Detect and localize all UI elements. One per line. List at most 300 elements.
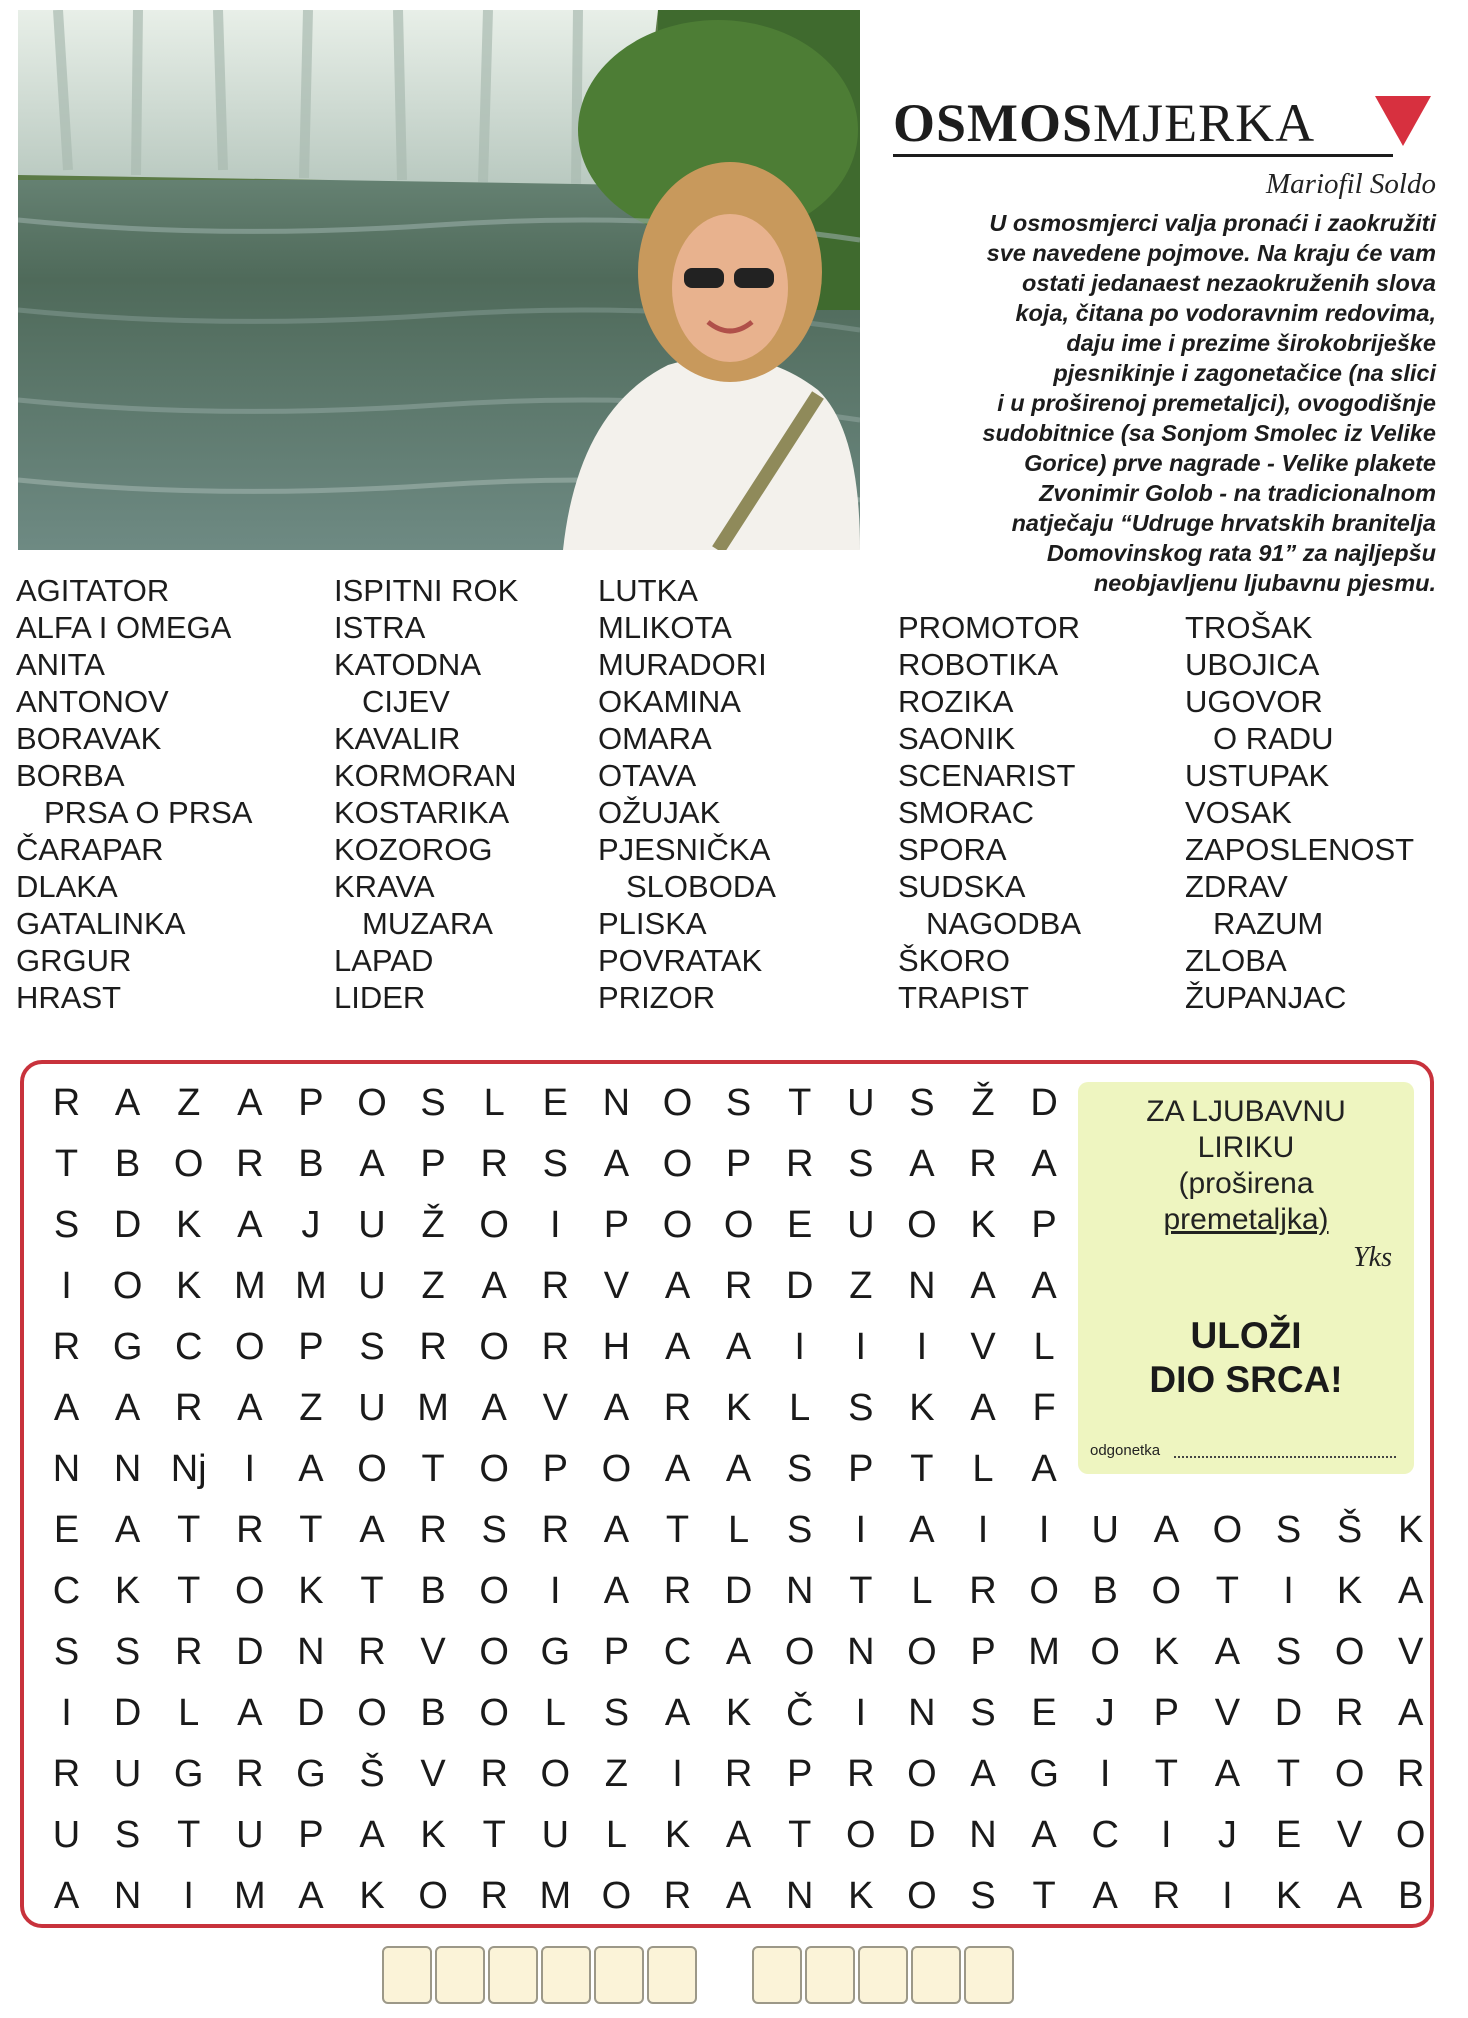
grid-letter[interactable]: E bbox=[542, 1082, 568, 1124]
grid-letter[interactable]: Č bbox=[785, 1692, 814, 1734]
grid-letter[interactable]: R bbox=[236, 1753, 264, 1795]
grid-letter[interactable]: K bbox=[725, 1692, 752, 1734]
grid-letter[interactable]: P bbox=[298, 1326, 324, 1368]
grid-letter[interactable]: V bbox=[1336, 1814, 1363, 1856]
grid-letter[interactable]: R bbox=[1335, 1692, 1364, 1734]
grid-letter[interactable]: D bbox=[236, 1631, 264, 1673]
grid-letter[interactable]: U bbox=[236, 1814, 264, 1856]
grid-letter[interactable]: M bbox=[1028, 1631, 1060, 1673]
grid-letter[interactable]: A bbox=[298, 1875, 324, 1917]
grid-letter[interactable]: C bbox=[52, 1570, 81, 1612]
title-bold: OSMOS bbox=[893, 93, 1094, 153]
grid-letter[interactable]: D bbox=[297, 1692, 325, 1734]
grid-letter[interactable]: Š bbox=[359, 1753, 385, 1795]
grid-letter[interactable]: J bbox=[1217, 1814, 1237, 1856]
grid-letter[interactable]: A bbox=[237, 1204, 263, 1246]
grid-letter[interactable]: A bbox=[298, 1448, 324, 1490]
grid-letter[interactable]: O bbox=[662, 1082, 693, 1124]
grid-letter[interactable]: I bbox=[1038, 1509, 1050, 1551]
grid-letter[interactable]: P bbox=[542, 1448, 568, 1490]
grid-letter[interactable]: L bbox=[789, 1387, 811, 1429]
grid-letter[interactable]: T bbox=[1276, 1753, 1301, 1795]
grid-letter[interactable]: R bbox=[663, 1387, 692, 1429]
grid-letter[interactable]: S bbox=[725, 1082, 752, 1124]
grid-letter[interactable]: H bbox=[602, 1326, 631, 1368]
grid-letter[interactable]: S bbox=[1275, 1509, 1302, 1551]
grid-letter[interactable]: S bbox=[114, 1814, 141, 1856]
grid-letter[interactable]: V bbox=[970, 1326, 996, 1368]
grid-letter[interactable]: M bbox=[295, 1265, 327, 1307]
grid-letter[interactable]: O bbox=[235, 1326, 265, 1368]
grid-letter[interactable]: O bbox=[1151, 1570, 1182, 1612]
grid-letter[interactable]: O bbox=[540, 1753, 571, 1795]
grid-letter[interactable]: L bbox=[483, 1082, 505, 1124]
grid-letter[interactable]: K bbox=[176, 1265, 202, 1307]
grid-letter[interactable]: O bbox=[357, 1082, 387, 1124]
grid-letter[interactable]: P bbox=[848, 1448, 874, 1490]
grid-letter[interactable]: O bbox=[418, 1875, 448, 1917]
grid-letter[interactable]: R bbox=[541, 1509, 570, 1551]
grid-letter[interactable]: R bbox=[52, 1326, 81, 1368]
grid-letter[interactable]: R bbox=[174, 1387, 203, 1429]
grid-letter[interactable]: D bbox=[113, 1204, 142, 1246]
grid-letter[interactable]: P bbox=[787, 1753, 813, 1795]
grid-letter[interactable]: C bbox=[174, 1326, 203, 1368]
grid-letter[interactable]: Ž bbox=[421, 1204, 445, 1246]
grid-letter[interactable]: A bbox=[114, 1082, 141, 1124]
solution-letter-box[interactable] bbox=[858, 1946, 908, 2004]
grid-letter[interactable]: L bbox=[544, 1692, 566, 1734]
grid-letter[interactable]: N bbox=[969, 1814, 997, 1856]
grid-letter[interactable]: S bbox=[848, 1143, 874, 1185]
grid-letter[interactable]: M bbox=[233, 1265, 266, 1307]
grid-letter[interactable]: A bbox=[53, 1875, 80, 1917]
grid-letter[interactable]: A bbox=[237, 1387, 263, 1429]
grid-letter[interactable]: A bbox=[664, 1448, 691, 1490]
grid-letter[interactable]: U bbox=[358, 1387, 386, 1429]
grid-letter[interactable]: B bbox=[1398, 1875, 1424, 1917]
grid-letter[interactable]: A bbox=[909, 1509, 935, 1551]
grid-letter[interactable]: D bbox=[1030, 1082, 1058, 1124]
grid-letter[interactable]: O bbox=[479, 1570, 509, 1612]
grid-letter[interactable]: R bbox=[174, 1631, 203, 1673]
grid-letter[interactable]: K bbox=[298, 1570, 324, 1612]
grid-letter[interactable]: I bbox=[550, 1204, 561, 1246]
grid-letter[interactable]: A bbox=[481, 1387, 507, 1429]
grid-letter[interactable]: D bbox=[908, 1814, 936, 1856]
grid-letter[interactable]: R bbox=[969, 1143, 997, 1185]
grid-letter[interactable]: A bbox=[970, 1387, 996, 1429]
grid-letter[interactable]: I bbox=[1161, 1814, 1172, 1856]
grid-letter[interactable]: K bbox=[1275, 1875, 1302, 1917]
grid-letter[interactable]: R bbox=[358, 1631, 386, 1673]
grid-letter[interactable]: R bbox=[52, 1082, 81, 1124]
grid-letter[interactable]: O bbox=[1395, 1814, 1426, 1856]
grid-letter[interactable]: S bbox=[787, 1448, 813, 1490]
intro-line: i u proširenoj premetaljci), ovogodišnje bbox=[997, 390, 1436, 416]
grid-letter[interactable]: K bbox=[1153, 1631, 1179, 1673]
grid-letter[interactable]: V bbox=[542, 1387, 568, 1429]
grid-letter[interactable]: B bbox=[420, 1692, 446, 1734]
grid-letter[interactable]: A bbox=[359, 1143, 385, 1185]
grid-letter[interactable]: P bbox=[603, 1204, 630, 1246]
grid-letter[interactable]: N bbox=[785, 1875, 814, 1917]
grid-letter[interactable]: T bbox=[1215, 1570, 1239, 1612]
grid-letter[interactable]: S bbox=[481, 1509, 507, 1551]
grid-letter[interactable]: Š bbox=[1336, 1509, 1363, 1551]
grid-letter[interactable]: I bbox=[1283, 1570, 1294, 1612]
grid-letter[interactable]: I bbox=[61, 1265, 72, 1307]
grid-letter[interactable]: T bbox=[299, 1509, 323, 1551]
grid-letter[interactable]: O bbox=[112, 1265, 143, 1307]
grid-letter[interactable]: I bbox=[794, 1326, 805, 1368]
grid-letter[interactable]: A bbox=[481, 1265, 507, 1307]
grid-letter[interactable]: O bbox=[601, 1875, 632, 1917]
grid-letter[interactable]: A bbox=[1031, 1448, 1057, 1490]
grid-letter[interactable]: L bbox=[605, 1814, 627, 1856]
grid-letter[interactable]: O bbox=[173, 1143, 204, 1185]
grid-letter[interactable]: R bbox=[419, 1509, 447, 1551]
grid-letter[interactable]: A bbox=[603, 1570, 630, 1612]
grid-letter[interactable]: A bbox=[664, 1326, 691, 1368]
grid-letter[interactable]: L bbox=[972, 1448, 994, 1490]
grid-letter[interactable]: A bbox=[1031, 1265, 1057, 1307]
grid-letter[interactable]: P bbox=[298, 1082, 324, 1124]
grid-letter[interactable]: R bbox=[724, 1265, 753, 1307]
grid-letter[interactable]: L bbox=[178, 1692, 200, 1734]
grid-letter[interactable]: T bbox=[360, 1570, 384, 1612]
grid-letter[interactable]: U bbox=[113, 1753, 142, 1795]
grid-letter[interactable]: O bbox=[907, 1204, 937, 1246]
grid-letter[interactable]: I bbox=[1099, 1753, 1111, 1795]
grid-letter[interactable]: R bbox=[969, 1570, 997, 1612]
grid-letter[interactable]: U bbox=[847, 1204, 875, 1246]
grid-letter[interactable]: A bbox=[237, 1692, 263, 1734]
grid-letter[interactable]: R bbox=[724, 1753, 753, 1795]
grid-letter[interactable]: A bbox=[603, 1509, 630, 1551]
grid-letter[interactable]: P bbox=[420, 1143, 446, 1185]
grid-letter[interactable]: A bbox=[725, 1814, 752, 1856]
grid-letter[interactable]: T bbox=[177, 1570, 201, 1612]
grid-letter[interactable]: R bbox=[663, 1570, 692, 1612]
solution-letter-box[interactable] bbox=[647, 1946, 697, 2004]
grid-letter[interactable]: K bbox=[848, 1875, 874, 1917]
grid-letter[interactable]: P bbox=[298, 1814, 324, 1856]
grid-letter[interactable]: T bbox=[177, 1814, 201, 1856]
grid-letter[interactable]: T bbox=[482, 1814, 506, 1856]
grid-letter[interactable]: M bbox=[233, 1875, 266, 1917]
grid-letter[interactable]: D bbox=[1274, 1692, 1303, 1734]
grid-letter[interactable]: B bbox=[114, 1143, 141, 1185]
grid-letter[interactable]: G bbox=[112, 1326, 143, 1368]
grid-letter[interactable]: O bbox=[723, 1204, 754, 1246]
grid-letter[interactable]: U bbox=[52, 1814, 81, 1856]
grid-letter[interactable]: I bbox=[244, 1448, 256, 1490]
grid-letter[interactable]: A bbox=[1214, 1753, 1241, 1795]
grid-letter[interactable]: O bbox=[479, 1448, 509, 1490]
grid-letter[interactable]: O bbox=[907, 1875, 937, 1917]
grid-letter[interactable]: R bbox=[541, 1326, 570, 1368]
solution-letter-box[interactable] bbox=[752, 1946, 802, 2004]
solution-letter-box[interactable] bbox=[382, 1946, 432, 2004]
grid-letter[interactable]: Ž bbox=[971, 1082, 995, 1124]
grid-letter[interactable]: K bbox=[1398, 1509, 1424, 1551]
grid-letter[interactable]: O bbox=[1334, 1631, 1365, 1673]
grid-letter[interactable]: N bbox=[908, 1692, 936, 1734]
grid-letter[interactable]: R bbox=[236, 1509, 264, 1551]
grid-letter[interactable]: I bbox=[672, 1753, 683, 1795]
grid-letter[interactable]: O bbox=[357, 1692, 387, 1734]
grid-letter[interactable]: S bbox=[970, 1875, 996, 1917]
grid-letter[interactable]: G bbox=[1029, 1753, 1059, 1795]
grid-letter[interactable]: K bbox=[176, 1204, 202, 1246]
grid-letter[interactable]: O bbox=[601, 1448, 632, 1490]
grid-letter[interactable]: A bbox=[725, 1631, 752, 1673]
grid-letter[interactable]: T bbox=[788, 1082, 812, 1124]
grid-letter[interactable]: G bbox=[540, 1631, 571, 1673]
grid-letter[interactable]: P bbox=[970, 1631, 996, 1673]
grid-letter[interactable]: O bbox=[662, 1204, 693, 1246]
grid-letter[interactable]: I bbox=[977, 1509, 989, 1551]
grid-letter[interactable]: S bbox=[359, 1326, 385, 1368]
grid-letter[interactable]: U bbox=[541, 1814, 570, 1856]
grid-letter[interactable]: D bbox=[785, 1265, 814, 1307]
grid-letter[interactable]: A bbox=[114, 1509, 141, 1551]
word-item: MUZARA bbox=[362, 906, 493, 941]
grid-letter[interactable]: B bbox=[420, 1570, 446, 1612]
grid-letter[interactable]: I bbox=[183, 1875, 194, 1917]
grid-letter[interactable]: Z bbox=[299, 1387, 323, 1429]
premetaljka-title-line: (proširena bbox=[1178, 1167, 1314, 1200]
grid-letter[interactable]: T bbox=[788, 1814, 812, 1856]
grid-letter[interactable]: S bbox=[1275, 1631, 1302, 1673]
grid-letter[interactable]: O bbox=[1090, 1631, 1120, 1673]
grid-letter[interactable]: Z bbox=[421, 1265, 445, 1307]
grid-letter[interactable]: S bbox=[53, 1631, 80, 1673]
grid-letter[interactable]: K bbox=[114, 1570, 141, 1612]
grid-letter[interactable]: O bbox=[907, 1753, 937, 1795]
grid-letter[interactable]: O bbox=[662, 1143, 693, 1185]
grid-letter[interactable]: U bbox=[847, 1082, 875, 1124]
grid-letter[interactable]: N bbox=[297, 1631, 325, 1673]
grid-letter[interactable]: S bbox=[53, 1204, 80, 1246]
grid-letter[interactable]: A bbox=[1398, 1692, 1424, 1734]
grid-letter[interactable]: L bbox=[728, 1509, 750, 1551]
grid-letter[interactable]: U bbox=[358, 1204, 386, 1246]
grid-letter[interactable]: O bbox=[479, 1204, 509, 1246]
solution-letter-box[interactable] bbox=[594, 1946, 644, 2004]
grid-letter[interactable]: T bbox=[849, 1570, 873, 1612]
grid-letter[interactable]: B bbox=[1092, 1570, 1118, 1612]
grid-letter[interactable]: K bbox=[664, 1814, 691, 1856]
grid-letter[interactable]: R bbox=[52, 1753, 81, 1795]
grid-letter[interactable]: B bbox=[298, 1143, 324, 1185]
grid-letter[interactable]: R bbox=[847, 1753, 875, 1795]
grid-letter[interactable]: P bbox=[725, 1143, 752, 1185]
grid-letter[interactable]: S bbox=[848, 1387, 874, 1429]
grid-letter[interactable]: Z bbox=[604, 1753, 628, 1795]
grid-letter[interactable]: A bbox=[53, 1387, 80, 1429]
grid-letter[interactable]: M bbox=[539, 1875, 572, 1917]
grid-letter[interactable]: A bbox=[1031, 1143, 1057, 1185]
grid-letter[interactable]: S bbox=[787, 1509, 813, 1551]
grid-letter[interactable]: G bbox=[296, 1753, 326, 1795]
grid-letter[interactable]: R bbox=[663, 1875, 692, 1917]
solution-letter-box[interactable] bbox=[435, 1946, 485, 2004]
grid-letter[interactable]: A bbox=[237, 1082, 263, 1124]
grid-letter[interactable]: T bbox=[1032, 1875, 1056, 1917]
solution-letter-box[interactable] bbox=[964, 1946, 1014, 2004]
grid-letter[interactable]: T bbox=[910, 1448, 934, 1490]
grid-letter[interactable]: A bbox=[114, 1387, 141, 1429]
grid-letter[interactable]: A bbox=[359, 1509, 385, 1551]
grid-letter[interactable]: R bbox=[480, 1143, 508, 1185]
grid-letter[interactable]: A bbox=[970, 1753, 996, 1795]
grid-letter[interactable]: E bbox=[53, 1509, 80, 1551]
grid-letter[interactable]: O bbox=[907, 1631, 937, 1673]
grid-letter[interactable]: P bbox=[1153, 1692, 1179, 1734]
grid-letter[interactable]: O bbox=[235, 1570, 265, 1612]
grid-letter[interactable]: R bbox=[480, 1875, 508, 1917]
grid-letter[interactable]: V bbox=[1214, 1692, 1241, 1734]
grid-letter[interactable]: A bbox=[909, 1143, 935, 1185]
grid-letter[interactable]: R bbox=[236, 1143, 264, 1185]
grid-letter[interactable]: A bbox=[1031, 1814, 1057, 1856]
grid-letter[interactable]: O bbox=[479, 1692, 509, 1734]
grid-letter[interactable]: V bbox=[420, 1631, 446, 1673]
grid-letter[interactable]: J bbox=[301, 1204, 321, 1246]
grid-letter[interactable]: A bbox=[1336, 1875, 1363, 1917]
grid-letter[interactable]: K bbox=[420, 1814, 446, 1856]
grid-letter[interactable]: S bbox=[542, 1143, 568, 1185]
grid-letter[interactable]: V bbox=[603, 1265, 630, 1307]
grid-letter[interactable]: I bbox=[61, 1692, 72, 1734]
grid-letter[interactable]: C bbox=[663, 1631, 692, 1673]
solution-letter-box[interactable] bbox=[805, 1946, 855, 2004]
grid-letter[interactable]: G bbox=[173, 1753, 204, 1795]
grid-letter[interactable]: A bbox=[664, 1265, 691, 1307]
word-item: ISPITNI ROK bbox=[334, 573, 519, 608]
word-item: HRAST bbox=[16, 980, 122, 1015]
grid-letter[interactable]: A bbox=[1092, 1875, 1118, 1917]
grid-letter[interactable]: I bbox=[855, 1326, 867, 1368]
grid-letter[interactable]: U bbox=[1091, 1509, 1119, 1551]
grid-letter[interactable]: D bbox=[113, 1692, 142, 1734]
solution-letter-box[interactable] bbox=[488, 1946, 538, 2004]
grid-letter[interactable]: O bbox=[1212, 1509, 1243, 1551]
grid-letter[interactable]: C bbox=[1091, 1814, 1119, 1856]
grid-letter[interactable]: I bbox=[855, 1692, 867, 1734]
grid-letter[interactable]: A bbox=[1153, 1509, 1179, 1551]
grid-letter[interactable]: K bbox=[725, 1387, 752, 1429]
grid-letter[interactable]: I bbox=[916, 1326, 928, 1368]
grid-letter[interactable]: N bbox=[602, 1082, 631, 1124]
solution-letter-box[interactable] bbox=[541, 1946, 591, 2004]
grid-letter[interactable]: K bbox=[359, 1875, 385, 1917]
grid-letter[interactable]: O bbox=[1334, 1753, 1365, 1795]
grid-letter[interactable]: N bbox=[785, 1570, 814, 1612]
grid-letter[interactable]: O bbox=[479, 1326, 509, 1368]
grid-letter[interactable]: A bbox=[725, 1326, 752, 1368]
grid-letter[interactable]: N bbox=[113, 1875, 142, 1917]
grid-letter[interactable]: O bbox=[357, 1448, 387, 1490]
grid-letter[interactable]: T bbox=[1154, 1753, 1178, 1795]
grid-letter[interactable]: I bbox=[1222, 1875, 1233, 1917]
grid-letter[interactable]: M bbox=[417, 1387, 449, 1429]
grid-letter[interactable]: S bbox=[909, 1082, 935, 1124]
grid-letter[interactable]: K bbox=[1336, 1570, 1363, 1612]
grid-letter[interactable]: A bbox=[1398, 1570, 1424, 1612]
grid-letter[interactable]: L bbox=[911, 1570, 933, 1612]
grid-letter[interactable]: A bbox=[1214, 1631, 1241, 1673]
grid-letter[interactable]: S bbox=[970, 1692, 996, 1734]
grid-letter[interactable]: T bbox=[54, 1143, 79, 1185]
grid-letter[interactable]: R bbox=[1396, 1753, 1425, 1795]
grid-letter[interactable]: N bbox=[847, 1631, 875, 1673]
grid-letter[interactable]: D bbox=[724, 1570, 753, 1612]
grid-letter[interactable]: Z bbox=[177, 1082, 201, 1124]
grid-letter[interactable]: A bbox=[603, 1143, 630, 1185]
grid-letter[interactable]: E bbox=[1031, 1692, 1057, 1734]
word-item: KRAVA bbox=[334, 869, 435, 904]
grid-letter[interactable]: K bbox=[909, 1387, 935, 1429]
grid-letter[interactable]: V bbox=[1398, 1631, 1424, 1673]
grid-letter[interactable]: F bbox=[1032, 1387, 1056, 1429]
grid-letter[interactable]: R bbox=[480, 1753, 508, 1795]
solution-letter-box[interactable] bbox=[911, 1946, 961, 2004]
grid-letter[interactable]: S bbox=[420, 1082, 446, 1124]
grid-letter[interactable]: P bbox=[603, 1631, 630, 1673]
grid-letter[interactable]: R bbox=[785, 1143, 814, 1185]
grid-letter[interactable]: N bbox=[113, 1448, 142, 1490]
grid-letter[interactable]: E bbox=[787, 1204, 813, 1246]
grid-letter[interactable]: O bbox=[1029, 1570, 1059, 1612]
grid-letter[interactable]: N bbox=[908, 1265, 936, 1307]
grid-letter[interactable]: P bbox=[1031, 1204, 1057, 1246]
grid-letter[interactable]: N bbox=[52, 1448, 81, 1490]
grid-letter[interactable]: T bbox=[421, 1448, 445, 1490]
grid-letter[interactable]: V bbox=[420, 1753, 446, 1795]
grid-letter[interactable]: J bbox=[1095, 1692, 1115, 1734]
grid-letter[interactable]: R bbox=[419, 1326, 447, 1368]
grid-letter[interactable]: A bbox=[359, 1814, 385, 1856]
grid-letter[interactable]: A bbox=[725, 1448, 752, 1490]
answer-line[interactable] bbox=[1174, 1456, 1396, 1458]
grid-letter[interactable]: U bbox=[358, 1265, 386, 1307]
grid-letter[interactable]: T bbox=[665, 1509, 690, 1551]
grid-letter[interactable]: O bbox=[479, 1631, 509, 1673]
grid-letter[interactable]: R bbox=[1152, 1875, 1181, 1917]
grid-letter[interactable]: O bbox=[846, 1814, 876, 1856]
grid-letter[interactable]: L bbox=[1033, 1326, 1055, 1368]
grid-letter[interactable]: A bbox=[970, 1265, 996, 1307]
grid-letter[interactable]: E bbox=[1275, 1814, 1302, 1856]
grid-letter[interactable]: Z bbox=[849, 1265, 873, 1307]
grid-letter[interactable]: O bbox=[784, 1631, 815, 1673]
grid-letter[interactable]: A bbox=[664, 1692, 691, 1734]
grid-letter[interactable]: I bbox=[855, 1509, 867, 1551]
grid-letter[interactable]: S bbox=[114, 1631, 141, 1673]
grid-letter[interactable]: Nj bbox=[170, 1448, 207, 1490]
grid-letter[interactable]: A bbox=[603, 1387, 630, 1429]
grid-letter[interactable]: K bbox=[970, 1204, 996, 1246]
word-item: AGITATOR bbox=[16, 573, 170, 608]
grid-letter[interactable]: A bbox=[725, 1875, 752, 1917]
grid-letter[interactable]: R bbox=[541, 1265, 570, 1307]
grid-letter[interactable]: I bbox=[550, 1570, 561, 1612]
grid-letter[interactable]: T bbox=[177, 1509, 201, 1551]
grid-letter[interactable]: S bbox=[603, 1692, 630, 1734]
